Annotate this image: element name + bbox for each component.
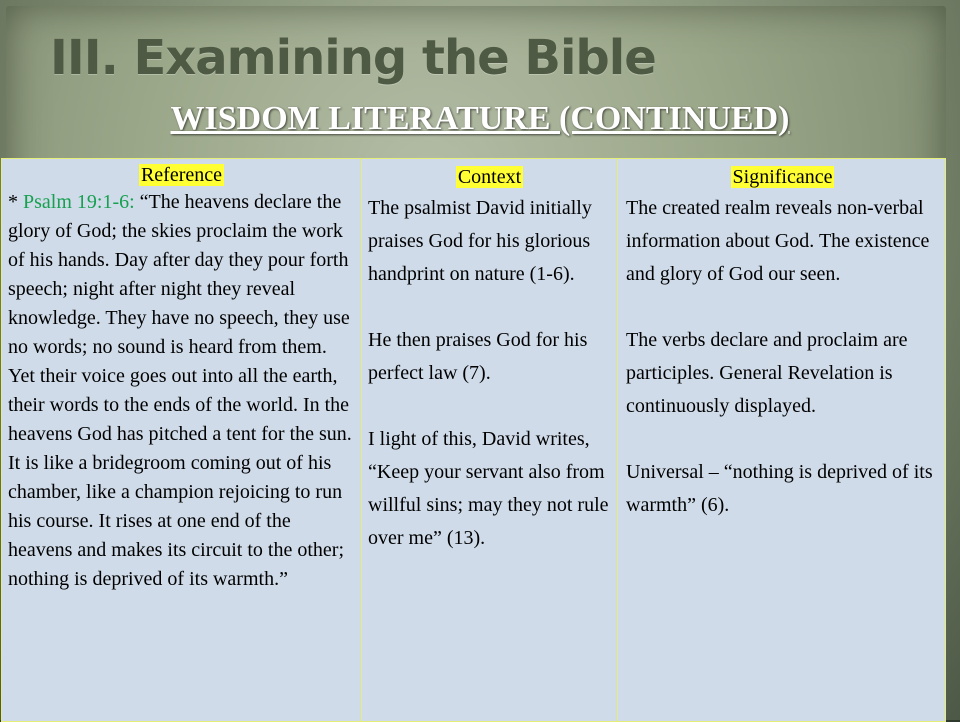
context-paragraph-1: The psalmist David initially praises God for his glorious handprint on nature (1-6). — [368, 197, 592, 285]
reference-quote: “The heavens declare the glory of God; the skies proclaim the work of his hands. Day after day they pour forth speech; night after night they reveal knowledge. They have no speech, they use no words; no sound is heard from them. Yet their voice goes out into all the earth, their words to the ends of the world. In the heavens God has pitched a tent for the sun. It is like a bridegroom coming out of his chamber, like a champion rejoicing to run his course. It rises at one end of the heavens and makes its circuit to the other; nothing is deprived of its warmth.” — [8, 191, 352, 590]
reference-passage — [8, 188, 355, 594]
context-header — [368, 163, 611, 192]
context-spacer — [368, 291, 611, 324]
context-spacer — [368, 390, 611, 423]
significance-spacer — [626, 423, 939, 456]
reference-column — [2, 159, 362, 721]
slide-title: III. Examining the Bible — [50, 30, 656, 86]
significance-paragraph-2: The verbs declare and proclaim are participles. General Revelation is continuously displayed. — [626, 329, 908, 417]
reference-header — [8, 163, 355, 188]
significance-paragraph-1: The created realm reveals non-verbal information about God. The existence and glory of God our seen. — [626, 197, 930, 285]
reference-header-label: Reference — [140, 164, 223, 186]
significance-column — [618, 159, 945, 721]
context-column — [362, 159, 618, 721]
significance-spacer — [626, 291, 939, 324]
context-paragraph-3: I light of this, David writes, “Keep your servant also from willful sins; may they not rule over me” (13). — [368, 428, 609, 549]
slide-subtitle: WISDOM LITERATURE (CONTINUED) — [170, 100, 790, 137]
context-header-label: Context — [457, 166, 522, 188]
reference-bullet: * — [8, 191, 23, 213]
content-table — [1, 158, 946, 722]
significance-header-label: Significance — [732, 166, 833, 188]
context-paragraph-2: He then praises God for his perfect law (7). — [368, 329, 588, 384]
significance-header — [626, 163, 939, 192]
significance-paragraph-3: Universal – “nothing is deprived of its warmth” (6). — [626, 461, 933, 516]
reference-citation: Psalm 19:1-6: — [23, 191, 135, 213]
